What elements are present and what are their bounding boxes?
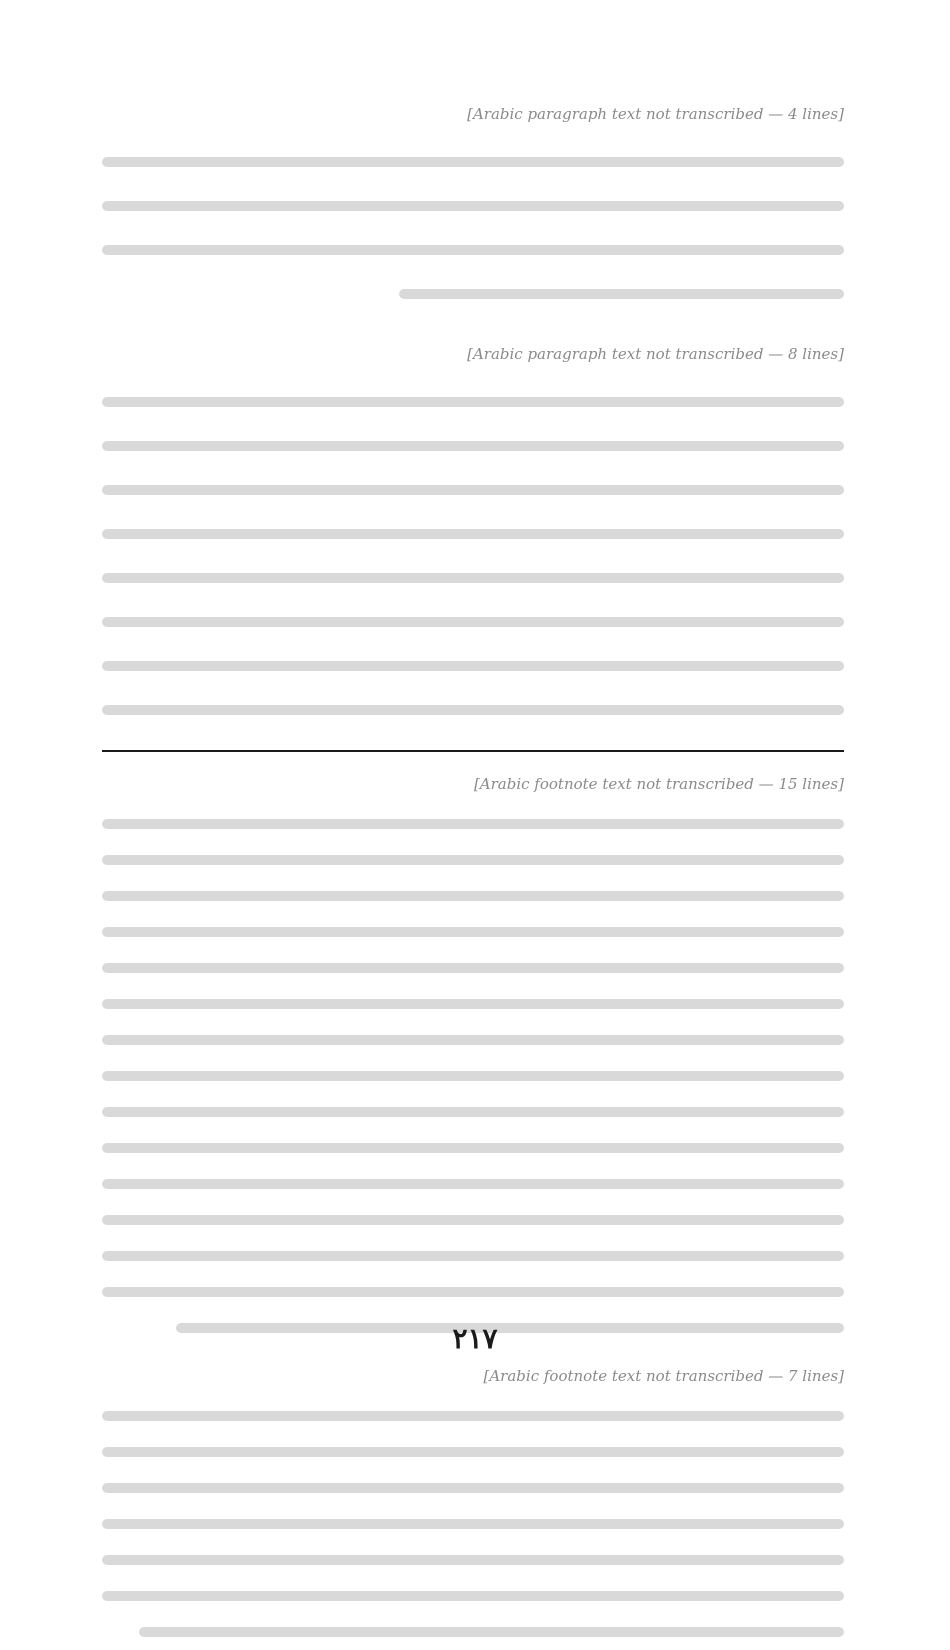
- main-paragraph-2: [102, 332, 844, 732]
- placeholder-line: [102, 1094, 844, 1130]
- placeholder-line: [102, 600, 844, 644]
- placeholder-line: [102, 1130, 844, 1166]
- placeholder-line: [102, 806, 844, 842]
- placeholder-line: [102, 468, 844, 512]
- placeholder-line: [102, 1166, 844, 1202]
- footnote-paragraph-2: [102, 1358, 844, 1650]
- page-number: ٢١٧: [452, 1322, 498, 1355]
- placeholder-line: [102, 986, 844, 1022]
- placeholder-line: [102, 950, 844, 986]
- placeholder-line: [102, 1470, 844, 1506]
- placeholder-line: [102, 688, 844, 732]
- main-paragraph-1: [102, 92, 844, 316]
- placeholder-line: [102, 878, 844, 914]
- main-paragraph-2-placeholder: [Arabic paragraph text not transcribed — 8 lines]: [467, 345, 844, 363]
- footnote-divider: [102, 750, 844, 752]
- placeholder-line: [102, 228, 844, 272]
- placeholder-line: [102, 1506, 844, 1542]
- placeholder-line: [102, 184, 844, 228]
- placeholder-line: [102, 644, 844, 688]
- placeholder-line: [102, 842, 844, 878]
- placeholder-line: [102, 1238, 844, 1274]
- main-text: [102, 92, 844, 732]
- footnotes: [102, 766, 844, 1650]
- footnote-paragraph-2-placeholder: [Arabic footnote text not transcribed — 7 lines]: [483, 1367, 844, 1385]
- placeholder-line: [102, 1274, 844, 1310]
- placeholder-line: [102, 556, 844, 600]
- placeholder-line: [102, 1434, 844, 1470]
- placeholder-line: [102, 140, 844, 184]
- placeholder-line: [102, 424, 844, 468]
- main-paragraph-1-placeholder: [Arabic paragraph text not transcribed — 4 lines]: [467, 105, 844, 123]
- placeholder-line: [102, 1542, 844, 1578]
- placeholder-line: [102, 1022, 844, 1058]
- placeholder-line: [102, 1202, 844, 1238]
- placeholder-line: [102, 1398, 844, 1434]
- placeholder-line: [102, 914, 844, 950]
- placeholder-line: [102, 380, 844, 424]
- footnote-paragraph-1: [102, 766, 844, 1346]
- placeholder-line: [102, 1058, 844, 1094]
- footnote-paragraph-1-placeholder: [Arabic footnote text not transcribed — 15 lines]: [473, 775, 844, 793]
- placeholder-line: [102, 1578, 844, 1614]
- placeholder-line: [102, 272, 844, 316]
- placeholder-line: [102, 1614, 844, 1650]
- placeholder-line: [102, 512, 844, 556]
